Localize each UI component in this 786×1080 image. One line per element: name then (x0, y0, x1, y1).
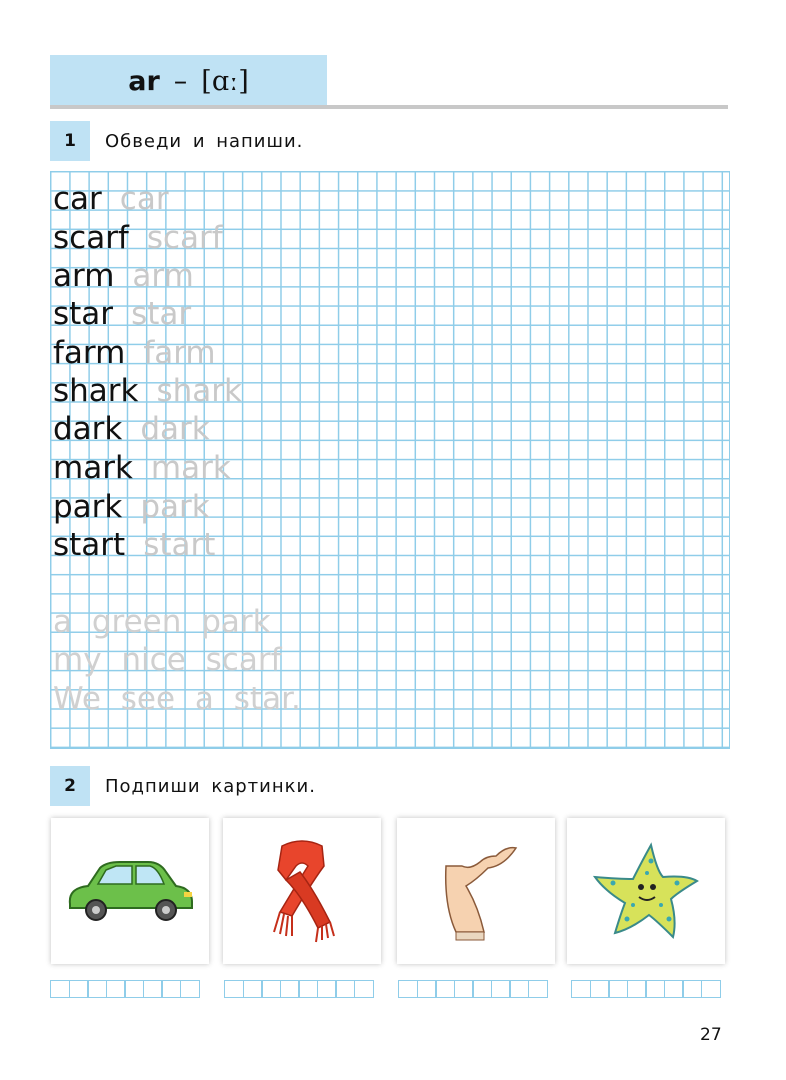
trace-phrase: a green park (53, 604, 271, 640)
word-row (53, 219, 223, 257)
word-row (53, 449, 231, 487)
arm-icon (426, 836, 526, 946)
trace-word: farm (143, 335, 216, 371)
word-row (53, 410, 210, 448)
car-icon (60, 856, 200, 926)
task-1-number: 1 (50, 121, 90, 161)
trace-word: scarf (146, 220, 223, 256)
trace-word: arm (132, 258, 194, 294)
word: start (53, 527, 126, 563)
task-1-instruction: Обведи и напиши. (105, 131, 304, 152)
scarf-picture (223, 818, 381, 964)
word: dark (53, 411, 123, 447)
word-row (53, 488, 210, 526)
title-transcription: [ɑː] (201, 65, 249, 97)
word-row (53, 372, 242, 410)
word: scarf (53, 220, 129, 256)
trace-word: star (131, 296, 192, 332)
trace-word: start (143, 527, 216, 563)
page-number: 27 (700, 1025, 722, 1045)
word: car (53, 181, 102, 217)
word: park (53, 489, 123, 525)
trace-phrase: my nice scarf (53, 642, 282, 678)
task-2-number: 2 (50, 766, 90, 806)
star-picture (567, 818, 725, 964)
trace-word: park (140, 489, 210, 525)
title-dash: – (173, 65, 188, 97)
task-2-instruction: Подпиши картинки. (105, 776, 316, 797)
word-row (53, 295, 191, 333)
word-row (53, 526, 215, 564)
answer-boxes-arm[interactable] (398, 980, 546, 998)
trace-word: shark (156, 373, 242, 409)
arm-picture (397, 818, 555, 964)
car-picture (51, 818, 209, 964)
title-letters: ar (128, 65, 160, 97)
answer-boxes-scarf[interactable] (224, 980, 372, 998)
word-row (53, 180, 169, 218)
word: mark (53, 450, 133, 486)
trace-word: dark (140, 411, 210, 447)
word: shark (53, 373, 139, 409)
word-row (53, 257, 194, 295)
answer-boxes-star[interactable] (571, 980, 719, 998)
word-row (53, 334, 216, 372)
trace-word: car (119, 181, 169, 217)
word: farm (53, 335, 126, 371)
word: star (53, 296, 114, 332)
starfish-icon (591, 841, 701, 941)
trace-phrase: We see a star. (53, 681, 301, 717)
answer-boxes-car[interactable] (50, 980, 198, 998)
trace-word: mark (150, 450, 231, 486)
scarf-icon (252, 836, 352, 946)
page-title (50, 55, 327, 107)
word: arm (53, 258, 115, 294)
